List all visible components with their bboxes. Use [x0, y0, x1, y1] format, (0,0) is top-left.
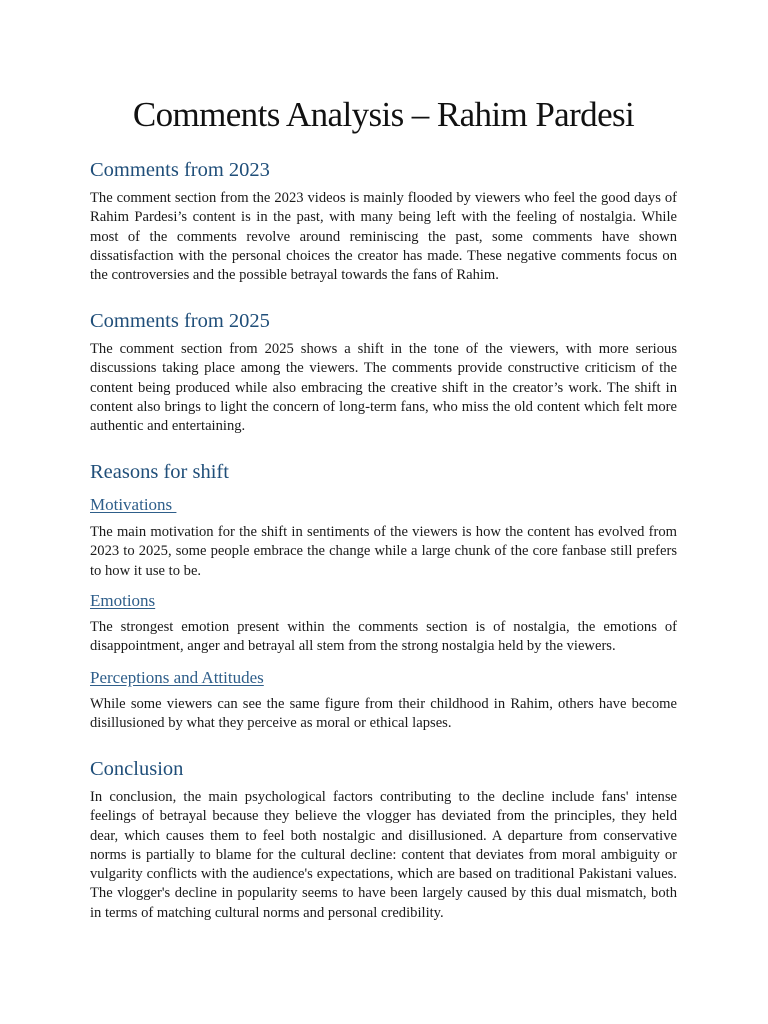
paragraph-conclusion: In conclusion, the main psychological factors contributing to the decline include fans' intense feelings of betrayal because they believe the vlogger has deviated from the principles, they held dear, which causes them to feel both nostalgic and disillusioned. A departure from conservative norms is partially to blame for the cultural decline: content that deviates from moral ambiguity or vulgarity conflicts with the audience's expectations, which are based on traditional Pakistani values. The vlogger's decline in popularity seems to have been largely caused by this dual mismatch, both in terms of matching cultural norms and personal credibility.: [90, 789, 677, 921]
heading-reasons-for-shift: Reasons for shift: [90, 461, 229, 483]
paragraph-comments-2025: The comment section from 2025 shows a shift in the tone of the viewers, with more serious discussions taking place among the viewers. The comments provide constructive criticism of the content being produced while also embracing the creative shift in the creator’s work. The shift in content also brings to light the concern of long-term fans, who miss the old content which felt more authentic and entertaining.: [90, 341, 677, 435]
paragraph-comments-2023: The comment section from the 2023 videos is mainly flooded by viewers who feel the good days of Rahim Pardesi’s content is in the past, with many being left with the feeling of nostalgia. While most of the comments revolve around reminiscing the past, some comments have shown dissatisfaction with the personal choices the creator has made. These negative comments focus on the controversies and the possible betrayal towards the fans of Rahim.: [90, 190, 677, 284]
paragraph-motivations: The main motivation for the shift in sentiments of the viewers is how the content has evolved from 2023 to 2025, some people embrace the change while a large chunk of the core fanbase still prefers to how it use to be.: [90, 524, 677, 579]
subheading-emotions: Emotions: [90, 591, 156, 610]
paragraph-perceptions-and-attitudes: While some viewers can see the same figure from their childhood in Rahim, others have become disillusioned by what they perceive as moral or ethical lapses.: [90, 696, 677, 732]
heading-comments-2025: Comments from 2025: [90, 310, 270, 332]
subheading-motivations: Motivations: [90, 495, 177, 514]
heading-conclusion: Conclusion: [90, 758, 184, 780]
subheading-perceptions-and-attitudes: Perceptions and Attitudes: [90, 668, 264, 687]
paragraph-emotions: The strongest emotion present within the comments section is of nostalgia, the emotions of disappointment, anger and betrayal all stem from the strong nostalgia held by the viewers.: [90, 619, 677, 655]
document-title: Comments Analysis – Rahim Pardesi: [132, 95, 635, 134]
heading-comments-2023: Comments from 2023: [90, 159, 270, 181]
